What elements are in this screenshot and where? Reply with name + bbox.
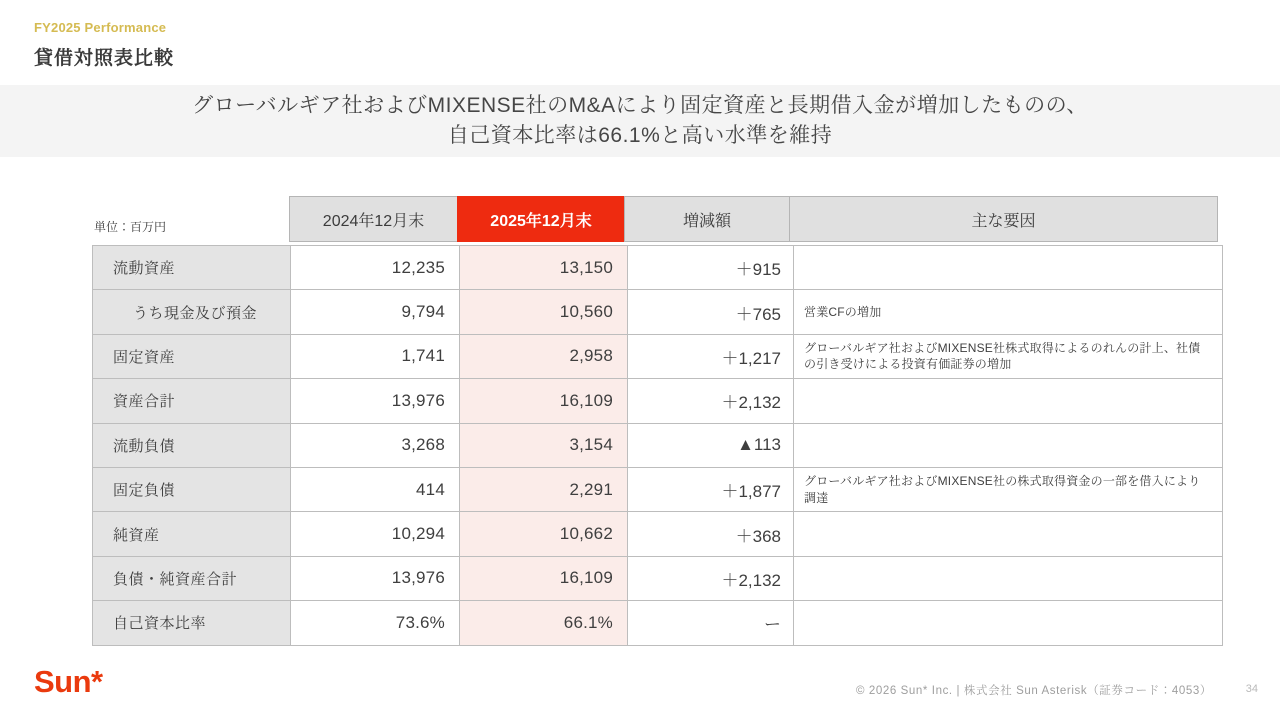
value-2024-cell: 1,741 — [291, 334, 460, 378]
row-label-cell: 固定資産 — [93, 334, 291, 378]
change-cell: ＋2,132 — [628, 379, 794, 423]
table-row — [93, 290, 1223, 334]
table-body — [92, 245, 1223, 646]
column-header-2025: 2025年12月末 — [457, 196, 625, 242]
column-header-change: 増減額 — [624, 196, 790, 242]
row-label-cell: 純資産 — [93, 512, 291, 556]
value-2024-cell: 13,976 — [291, 556, 460, 600]
row-label-cell: 流動資産 — [93, 246, 291, 290]
row-label-cell: 流動負債 — [93, 423, 291, 467]
table-row — [93, 467, 1223, 511]
value-2024-cell: 414 — [291, 467, 460, 511]
change-cell: ＋368 — [628, 512, 794, 556]
value-2024-cell: 73.6% — [291, 601, 460, 645]
change-cell: ＋1,877 — [628, 467, 794, 511]
table-row — [93, 556, 1223, 600]
page-number: 34 — [1245, 683, 1258, 695]
value-2024-cell: 3,268 — [291, 423, 460, 467]
balance-sheet-table — [92, 196, 1222, 646]
page-title: 貸借対照表比較 — [34, 48, 175, 69]
value-2024-cell: 10,294 — [291, 512, 460, 556]
key-message-line-2: 自己資本比率は66.1%と高い水準を維持 — [447, 124, 833, 147]
factor-cell — [794, 556, 1223, 600]
table-row — [93, 246, 1223, 290]
value-2025-cell: 2,958 — [460, 334, 628, 378]
column-header-factor: 主な要因 — [789, 196, 1218, 242]
change-cell: ＋2,132 — [628, 556, 794, 600]
factor-cell — [794, 379, 1223, 423]
change-cell: ＋765 — [628, 290, 794, 334]
key-message-banner — [0, 85, 1280, 157]
factor-cell: グローバルギア社およびMIXENSE社の株式取得資金の一部を借入により調達 — [794, 467, 1223, 511]
value-2025-cell: 2,291 — [460, 467, 628, 511]
row-label-cell: うち現金及び預金 — [93, 290, 291, 334]
factor-cell: 営業CFの増加 — [794, 290, 1223, 334]
value-2025-cell: 3,154 — [460, 423, 628, 467]
factor-cell: グローバルギア社およびMIXENSE社株式取得によるのれんの計上、社債の引き受けによる投資有価証券の増加 — [794, 334, 1223, 378]
sun-asterisk-logo: Sun* — [34, 664, 103, 699]
row-label-cell: 負債・純資産合計 — [93, 556, 291, 600]
factor-cell — [794, 601, 1223, 645]
factor-cell — [794, 512, 1223, 556]
change-cell: ＋915 — [628, 246, 794, 290]
value-2024-cell: 13,976 — [291, 379, 460, 423]
value-2025-cell: 10,560 — [460, 290, 628, 334]
factor-cell — [794, 246, 1223, 290]
value-2025-cell: 13,150 — [460, 246, 628, 290]
row-label-cell: 資産合計 — [93, 379, 291, 423]
value-2025-cell: 16,109 — [460, 379, 628, 423]
change-cell: ー — [628, 601, 794, 645]
row-label-cell: 固定負債 — [93, 467, 291, 511]
value-2024-cell: 9,794 — [291, 290, 460, 334]
table-row — [93, 379, 1223, 423]
change-cell: ▲113 — [628, 423, 794, 467]
unit-label: 単位：百万円 — [94, 220, 167, 234]
table-row — [93, 512, 1223, 556]
key-message-line-1: グローバルギア社およびMIXENSE社のM&Aにより固定資産と長期借入金が増加したものの、 — [192, 94, 1088, 117]
change-cell: ＋1,217 — [628, 334, 794, 378]
value-2024-cell: 12,235 — [291, 246, 460, 290]
copyright-text: © 2026 Sun* Inc. | 株式会社 Sun Asterisk（証券コード：4053） — [856, 685, 1212, 697]
column-header-2024: 2024年12月末 — [289, 196, 458, 242]
eyebrow-label: FY2025 Performance — [34, 20, 167, 35]
table-row — [93, 334, 1223, 378]
table-row — [93, 601, 1223, 645]
row-label-cell: 自己資本比率 — [93, 601, 291, 645]
table-header-row — [92, 196, 1222, 242]
factor-cell — [794, 423, 1223, 467]
value-2025-cell: 10,662 — [460, 512, 628, 556]
value-2025-cell: 66.1% — [460, 601, 628, 645]
value-2025-cell: 16,109 — [460, 556, 628, 600]
table-row — [93, 423, 1223, 467]
